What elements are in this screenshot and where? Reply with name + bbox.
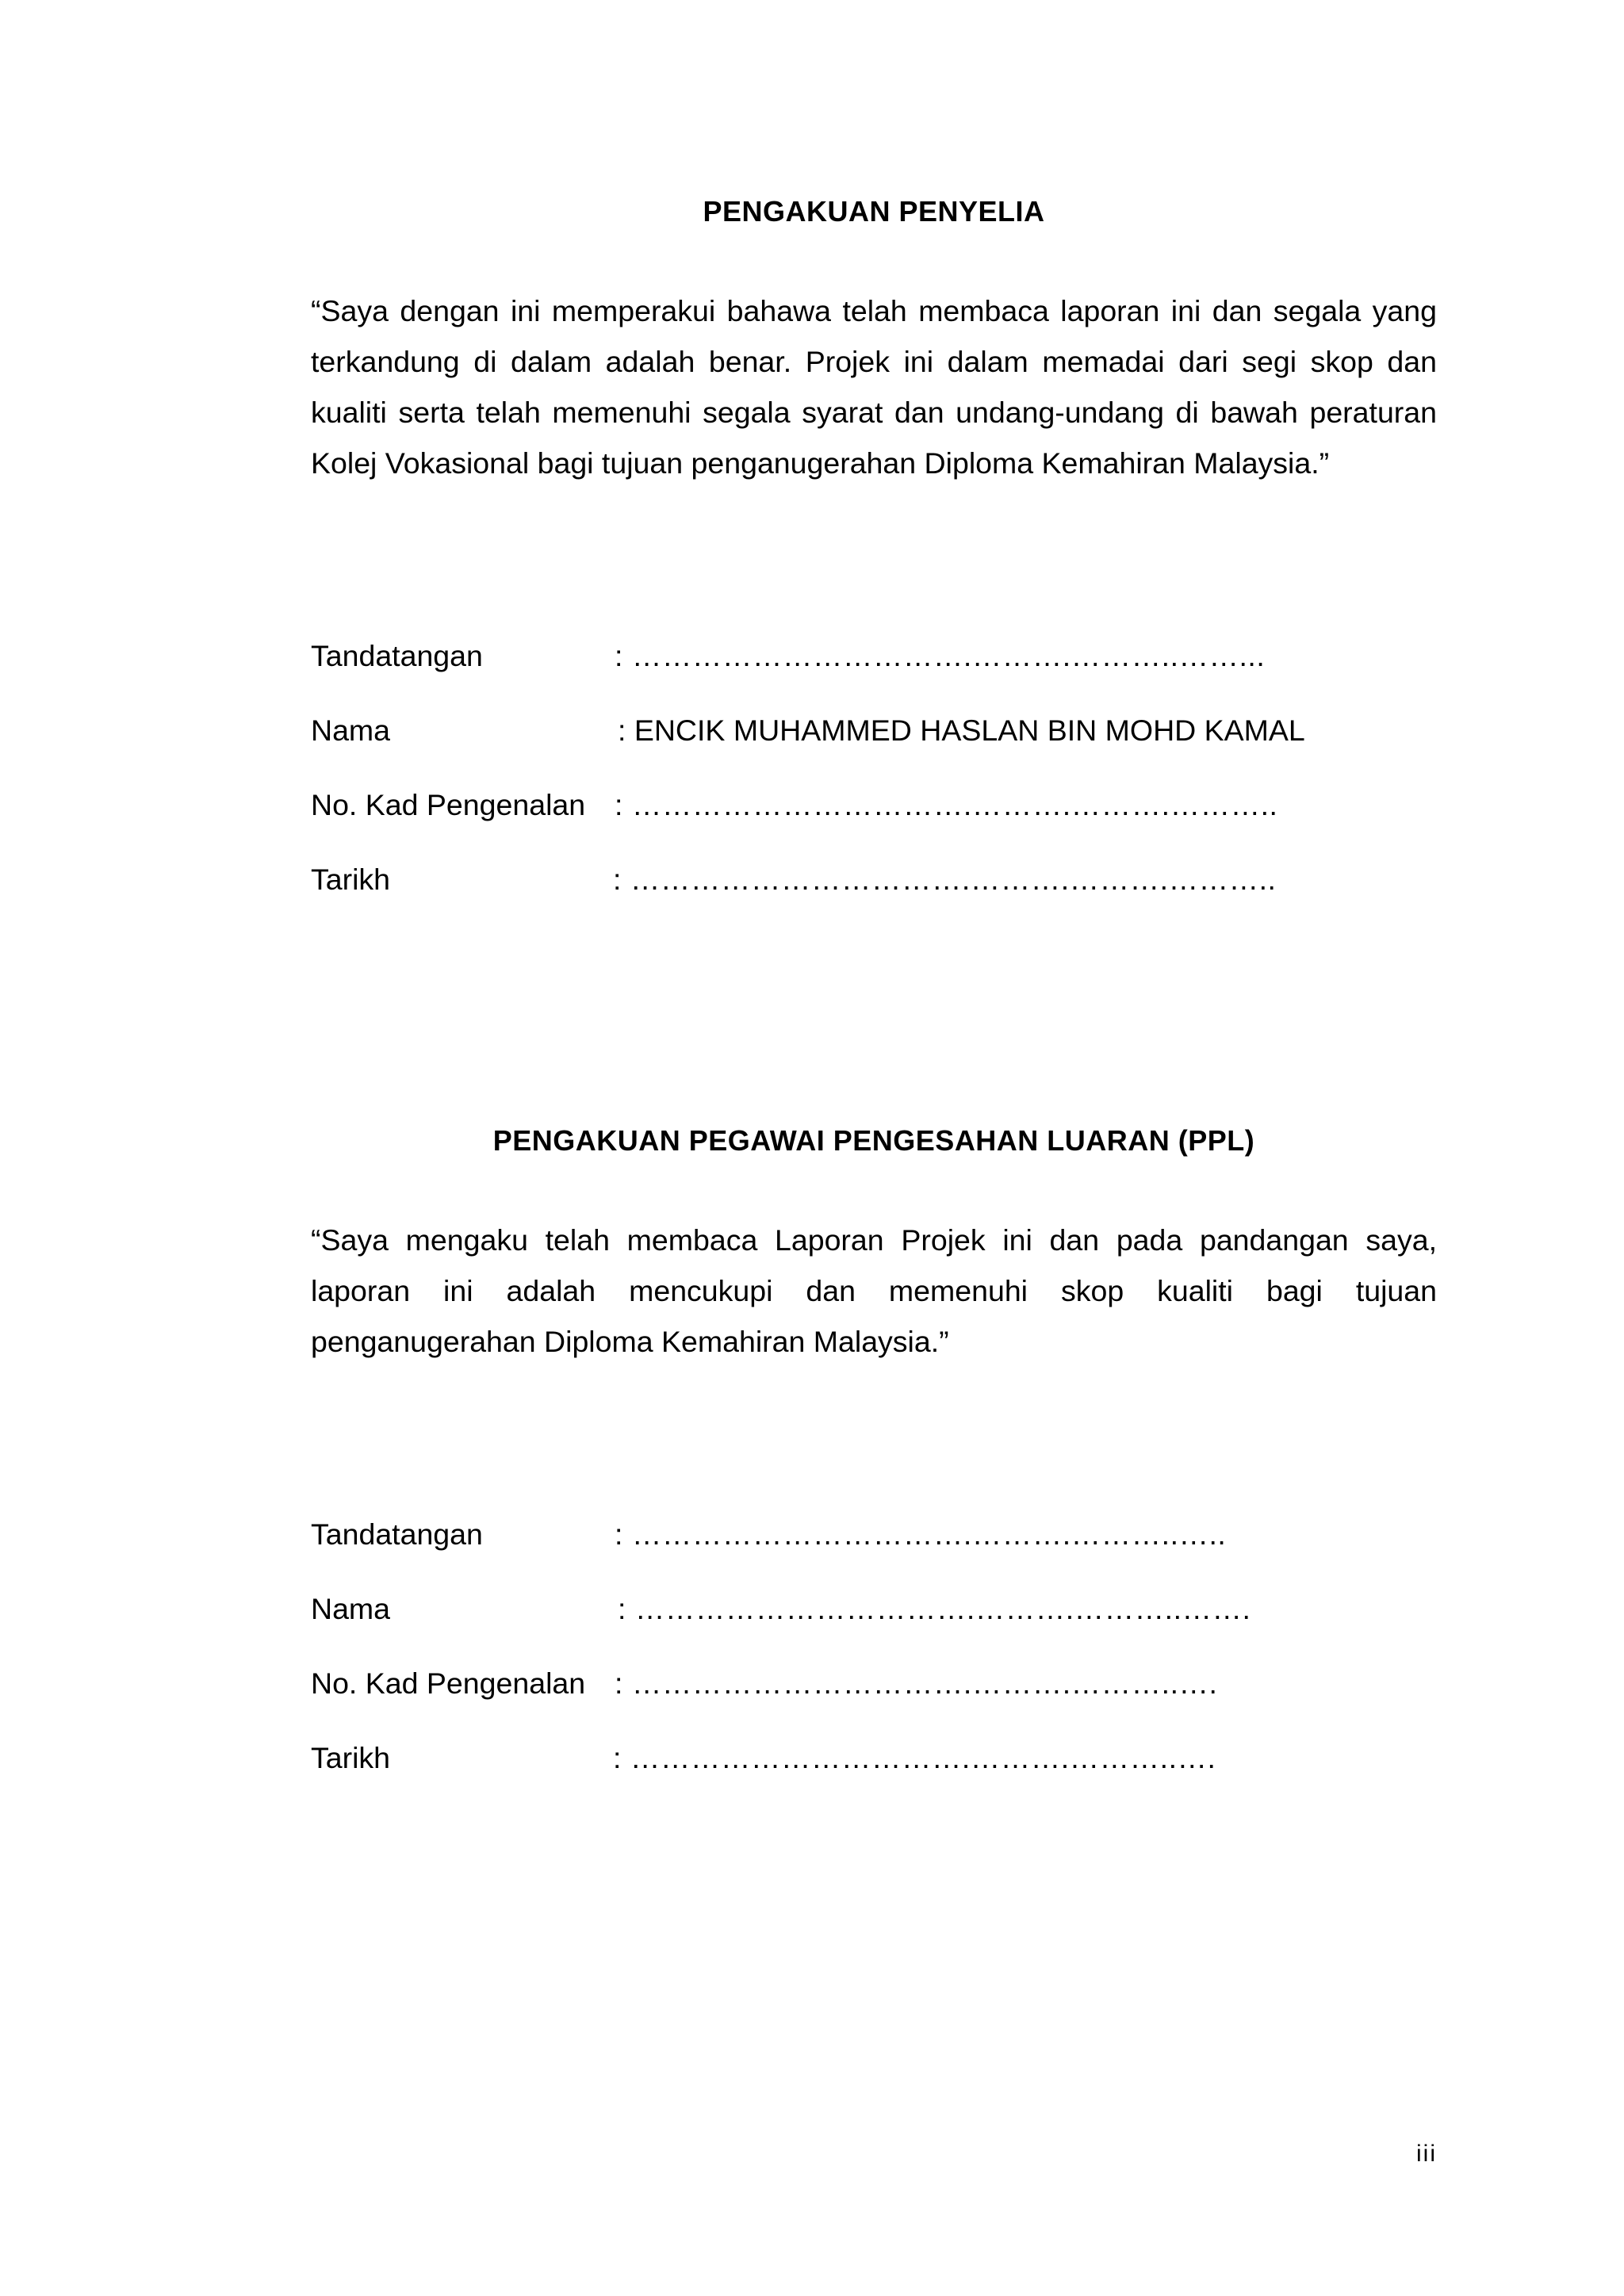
ppl-declaration-title: PENGAKUAN PEGAWAI PENGESAHAN LUARAN (PPL) [492,1124,1255,1157]
signature-label: Tandatangan [311,639,483,672]
ic-line: : …………………………….……….………..…. [615,1667,1218,1700]
ppl-statement: “Saya mengaku telah membaca Laporan Projek ini dan pada pandangan saya, laporan ini adalah mencukupi dan memenuhi skop kualiti bagi tujuan penganugerahan Diploma Kemahiran Malaysia.” [311,1223,1437,1358]
date-label: Tarikh [311,863,391,896]
supervisor-statement: “Saya dengan ini memperakui bahawa telah membaca laporan ini dan segala yang terkandung di dalam adalah benar. Projek ini dalam memadai dari segi skop dan kualiti serta telah memenuhi segala syarat dan undang-undang di bawah peraturan Kolej Vokasional bagi tujuan penganugerahan Diploma Kemahiran Malaysia.” [311,294,1437,480]
supervisor-name-row [311,714,1437,753]
supervisor-declaration-title: PENGAKUAN PENYELIA [703,195,1045,228]
date-line: : …………………………….……….………..…. [613,1741,1216,1774]
supervisor-date-row [311,863,1437,902]
ic-label: No. Kad Pengenalan [311,788,586,821]
name-label: Nama [311,1592,391,1625]
date-line: : …………………………….……….……….……….. [613,863,1277,896]
ic-line: : …………………………….……….……….……….. [615,788,1278,821]
signature-line: : …………………………….……….………..……... [615,639,1266,672]
ppl-ic-row [311,1667,1437,1706]
supervisor-ic-row [311,788,1437,828]
signature-label: Tandatangan [311,1517,483,1551]
name-line: : …………………………….……….………..……. [618,1592,1251,1625]
ppl-signature-row [311,1517,1437,1557]
supervisor-signature-row [311,639,1437,679]
date-label: Tarikh [311,1741,391,1774]
page-number: iii [1416,2141,1437,2167]
ppl-name-row [311,1592,1437,1632]
ppl-date-row [311,1741,1437,1781]
name-label: Nama [311,714,391,747]
ic-label: No. Kad Pengenalan [311,1667,586,1700]
supervisor-name-value: : ENCIK MUHAMMED HASLAN BIN MOHD KAMAL [618,714,1305,747]
signature-line: : …………………………….……….………..….. [615,1517,1227,1551]
